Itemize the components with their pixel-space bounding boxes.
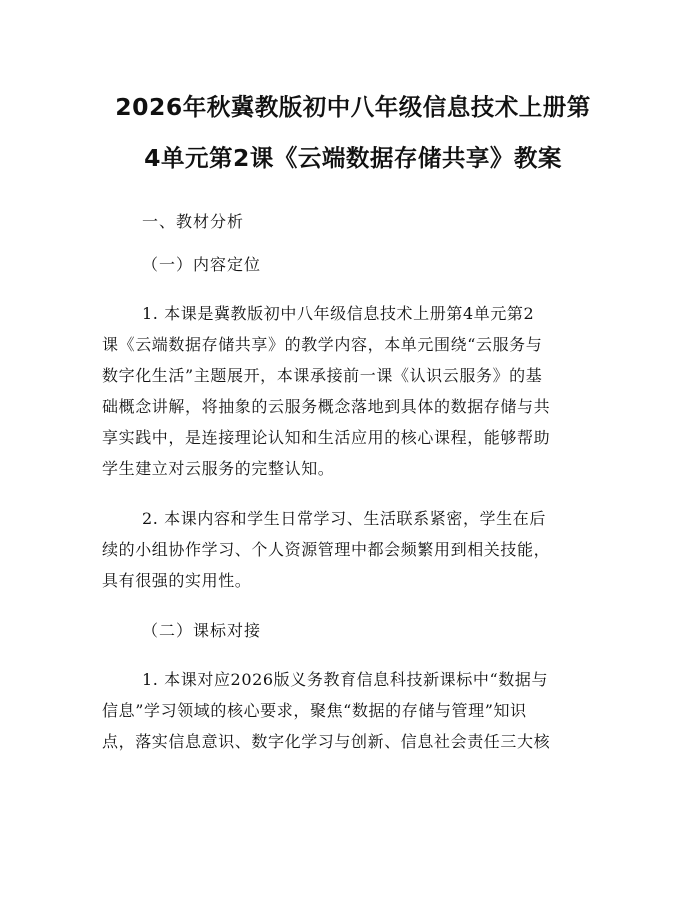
title-line-2: 4单元第2课《云端数据存储共享》教案 [144, 144, 562, 172]
subsection-heading-content-positioning: （一）内容定位 [142, 255, 262, 274]
paragraph-line: 1. 本课是冀教版初中八年级信息技术上册第4单元第2 [142, 304, 535, 323]
paragraph-line: 2. 本课内容和学生日常学习、生活联系紧密，学生在后 [142, 509, 546, 528]
paragraph [102, 503, 604, 596]
section-heading: 一、教材分析 [142, 212, 245, 231]
paragraph-line: 础概念讲解，将抽象的云服务概念落地到具体的数据存储与共 [102, 397, 551, 416]
paragraph-line: 具有很强的实用性。 [102, 571, 252, 590]
paragraph-line: 信息”学习领域的核心要求，聚焦“数据的存储与管理”知识 [102, 701, 527, 720]
paragraph-line: 续的小组协作学习、个人资源管理中都会频繁用到相关技能， [102, 540, 551, 559]
paragraph [102, 664, 604, 757]
paragraph-line: 点，落实信息意识、数字化学习与创新、信息社会责任三大核 [102, 732, 551, 751]
title-line-1: 2026年秋冀教版初中八年级信息技术上册第 [115, 93, 591, 121]
paragraph-line: 课《云端数据存储共享》的教学内容，本单元围绕“云服务与 [102, 335, 543, 354]
paragraph-line: 1. 本课对应2026版义务教育信息科技新课标中“数据与 [142, 670, 549, 689]
paragraph [102, 298, 604, 484]
document-title [102, 82, 604, 184]
subsection-heading-curriculum-alignment: （二）课标对接 [142, 621, 262, 640]
paragraph-line: 数字化生活”主题展开，本课承接前一课《认识云服务》的基 [102, 366, 543, 385]
paragraph-line: 享实践中，是连接理论认知和生活应用的核心课程，能够帮助 [102, 428, 551, 447]
paragraph-line: 学生建立对云服务的完整认知。 [102, 459, 335, 478]
